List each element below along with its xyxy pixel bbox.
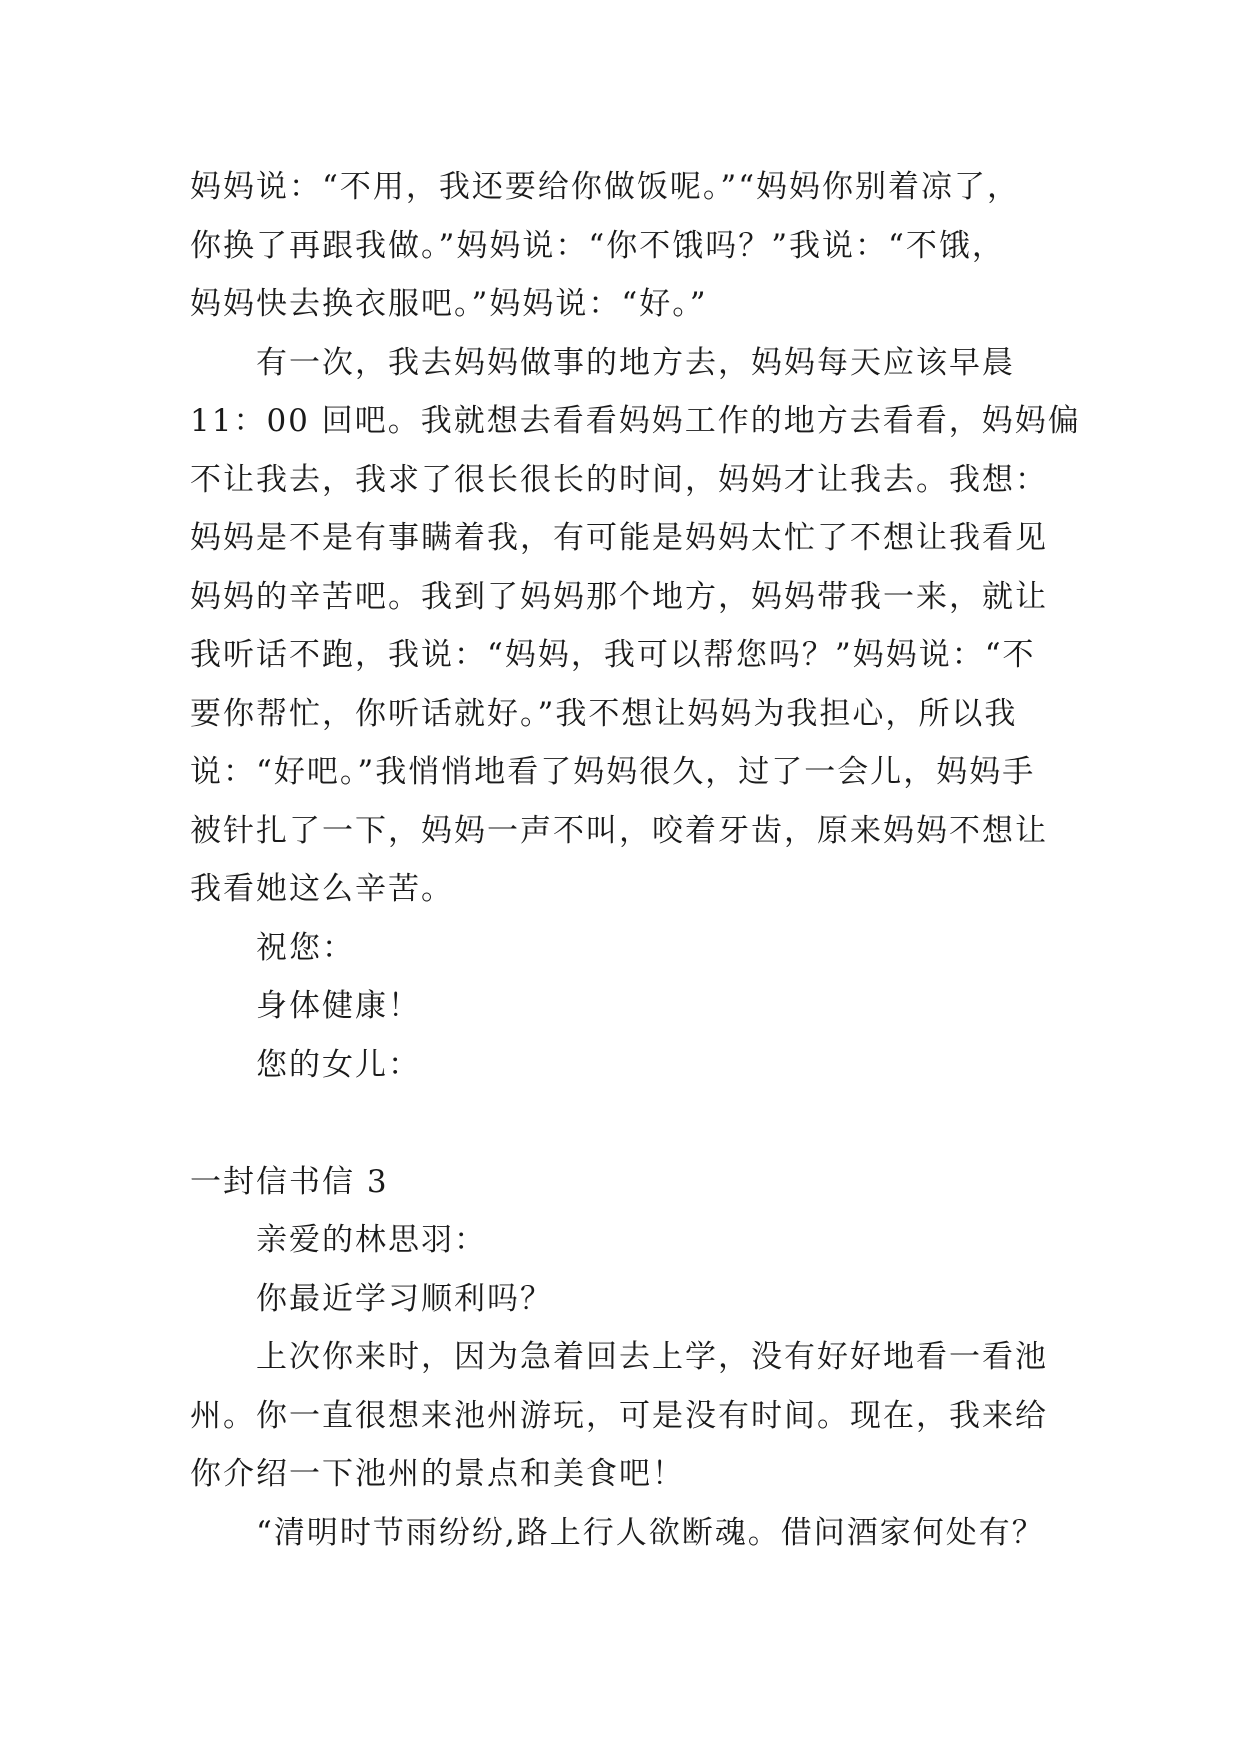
poem-quote-line: “清明时节雨纷纷,路上行人欲断魂。借问酒家何处有？: [256, 1514, 1045, 1551]
body-text-line: 妈妈快去换衣服吧。”妈妈说：“好。”: [190, 286, 708, 322]
document-body: [190, 158, 1081, 1562]
closing-wish: 祝您：: [256, 929, 355, 966]
body-text-line: 被针扎了一下，妈妈一声不叫，咬着牙齿，原来妈妈不想让: [190, 812, 1048, 849]
body-text-line: 要你帮忙，你听话就好。”我不想让妈妈为我担心，所以我: [190, 695, 1018, 732]
body-text-line: 妈妈是不是有事瞒着我，有可能是妈妈太忙了不想让我看见: [190, 520, 1048, 556]
body-text-line: 妈妈的辛苦吧。我到了妈妈那个地方，妈妈带我一来，就让: [190, 578, 1048, 615]
section-title: 一封信书信 3: [190, 1163, 389, 1200]
letter-greeting: 亲爱的林思羽：: [256, 1222, 487, 1258]
body-text-line: 州。你一直很想来池州游玩，可是没有时间。现在，我来给: [190, 1397, 1048, 1434]
paragraph-first-line: 上次你来时，因为急着回去上学，没有好好地看一看池: [256, 1339, 1048, 1375]
body-text-line: 不让我去，我求了很长很长的时间，妈妈才让我去。我想：: [190, 461, 1048, 498]
body-text-line: 你换了再跟我做。”妈妈说：“你不饿吗？”我说：“不饿，: [190, 227, 1005, 264]
body-text-line: 我看她这么辛苦。: [190, 871, 454, 907]
paragraph-first-line: 有一次，我去妈妈做事的地方去，妈妈每天应该早晨: [256, 344, 1015, 381]
body-text-line: 妈妈说：“不用，我还要给你做饭呢。”“妈妈你别着凉了，: [190, 169, 1021, 205]
section-spacer: [190, 1094, 1060, 1153]
letter-question: 你最近学习顺利吗？: [256, 1280, 553, 1317]
body-text-line: 说：“好吧。”我悄悄地看了妈妈很久，过了一会儿，妈妈手: [190, 754, 1036, 790]
signature: 您的女儿：: [256, 1046, 421, 1083]
body-text-line: 我听话不跑，我说：“妈妈，我可以帮您吗？”妈妈说：“不: [190, 637, 1036, 673]
body-text-line: 11：00 回吧。我就想去看看妈妈工作的地方去看看，妈妈偏: [190, 403, 1081, 439]
body-text-line: 你介绍一下池州的景点和美食吧！: [190, 1456, 685, 1492]
closing-health: 身体健康！: [256, 988, 421, 1024]
